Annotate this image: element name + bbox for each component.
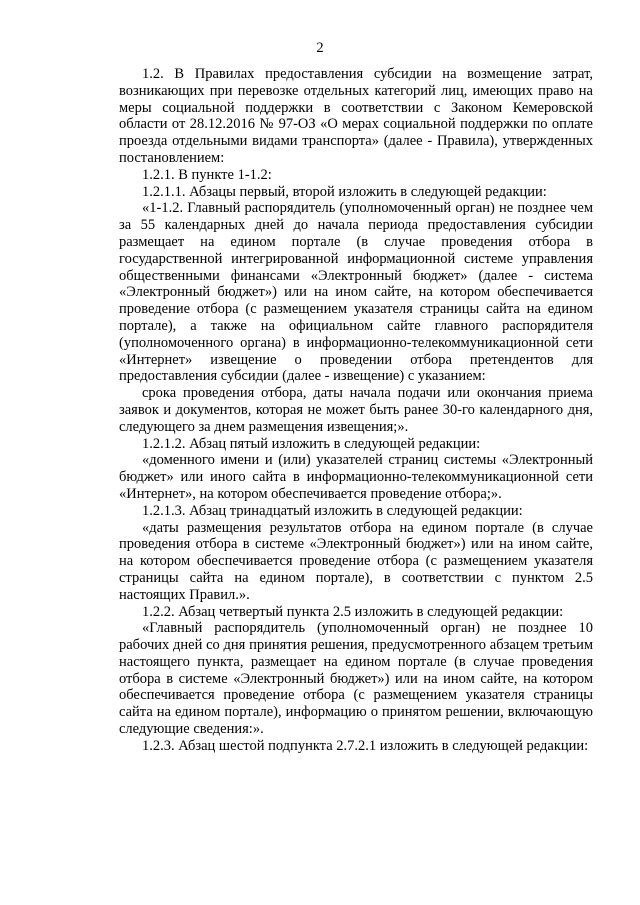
page-number: 2 [316,40,324,56]
quoted-paragraph-decision: «Главный распорядитель (уполномоченный орган) не позднее 10 рабочих дней со дня принятия решения, предусмотренного абзацем третьим настоящего пункта, размещает на едином портале (в случае проведения отбора в системе «Электронный бюджет») или на ином сайте, на котором обеспечивается проведение отбора (с размещением указателя страницы сайта на едином портале), информацию о принятом решении, включающую следующие сведения:». [119,620,593,738]
paragraph-1-2-1-1: 1.2.1.1. Абзацы первый, второй изложить в следующей редакции: [142,183,547,200]
quoted-paragraph-domain: «доменного имени и (или) указателей страниц системы «Электронный бюджет» или иного сайта в информационно-телекоммуникационной сети «Интернет», на котором обеспечивается проведение отбора;». [119,452,593,502]
quoted-paragraph-results: «даты размещения результатов отбора на едином портале (в случае проведения отбора в системе «Электронный бюджет») или на ином сайте, на котором обеспечивается проведение отбора (с размещением указателя страницы сайта на едином портале), в соответствии с пунктом 2.5 настоящих Правил.». [119,519,593,603]
paragraph-1-2-1-2: 1.2.1.2. Абзац пятый изложить в следующей редакции: [142,435,481,452]
paragraph-1-2-3: 1.2.3. Абзац шестой подпункта 2.7.2.1 изложить в следующей редакции: [142,737,589,754]
quoted-paragraph-1-1-2: «1-1.2. Главный распорядитель (уполномоченный орган) не позднее чем за 55 календарных дней до начала периода предоставления субсидии размещает на едином портале (в случае проведения отбора в государственной интегрированной информационной системе управления общественными финансами «Электронный бюджет» (далее - система «Электронный бюджет») или на ином сайте, на котором обеспечивается проведение отбора (с размещением указателя страницы сайта на едином портале), а также на официальном сайте главного распорядителя (уполномоченного органа) в информационно-телекоммуникационной сети «Интернет» извещение о проведении отбора претендентов для предоставления субсидии (далее - извещение) с указанием: [119,200,593,385]
quoted-paragraph-deadline: срока проведения отбора, даты начала подачи или окончания приема заявок и документов, которая не может быть ранее 30-го календарного дня, следующего за днем размещения извещения;». [119,385,593,435]
paragraph-1-2-1-3: 1.2.1.3. Абзац тринадцатый изложить в следующей редакции: [142,502,523,519]
paragraph-1-2-1: 1.2.1. В пункте 1-1.2: [142,166,272,183]
paragraph-1-2: 1.2. В Правилах предоставления субсидии на возмещение затрат, возникающих при перевозке отдельных категорий лиц, имеющих право на меры социальной поддержки в соответствии с Законом Кемеровской области от 28.12.2016 № 97-ОЗ «О мерах социальной поддержки по оплате проезда отдельными видами транспорта» (далее - Правила), утвержденных постановлением: [119,66,593,166]
paragraph-1-2-2: 1.2.2. Абзац четвертый пункта 2.5 изложить в следующей редакции: [142,603,564,620]
